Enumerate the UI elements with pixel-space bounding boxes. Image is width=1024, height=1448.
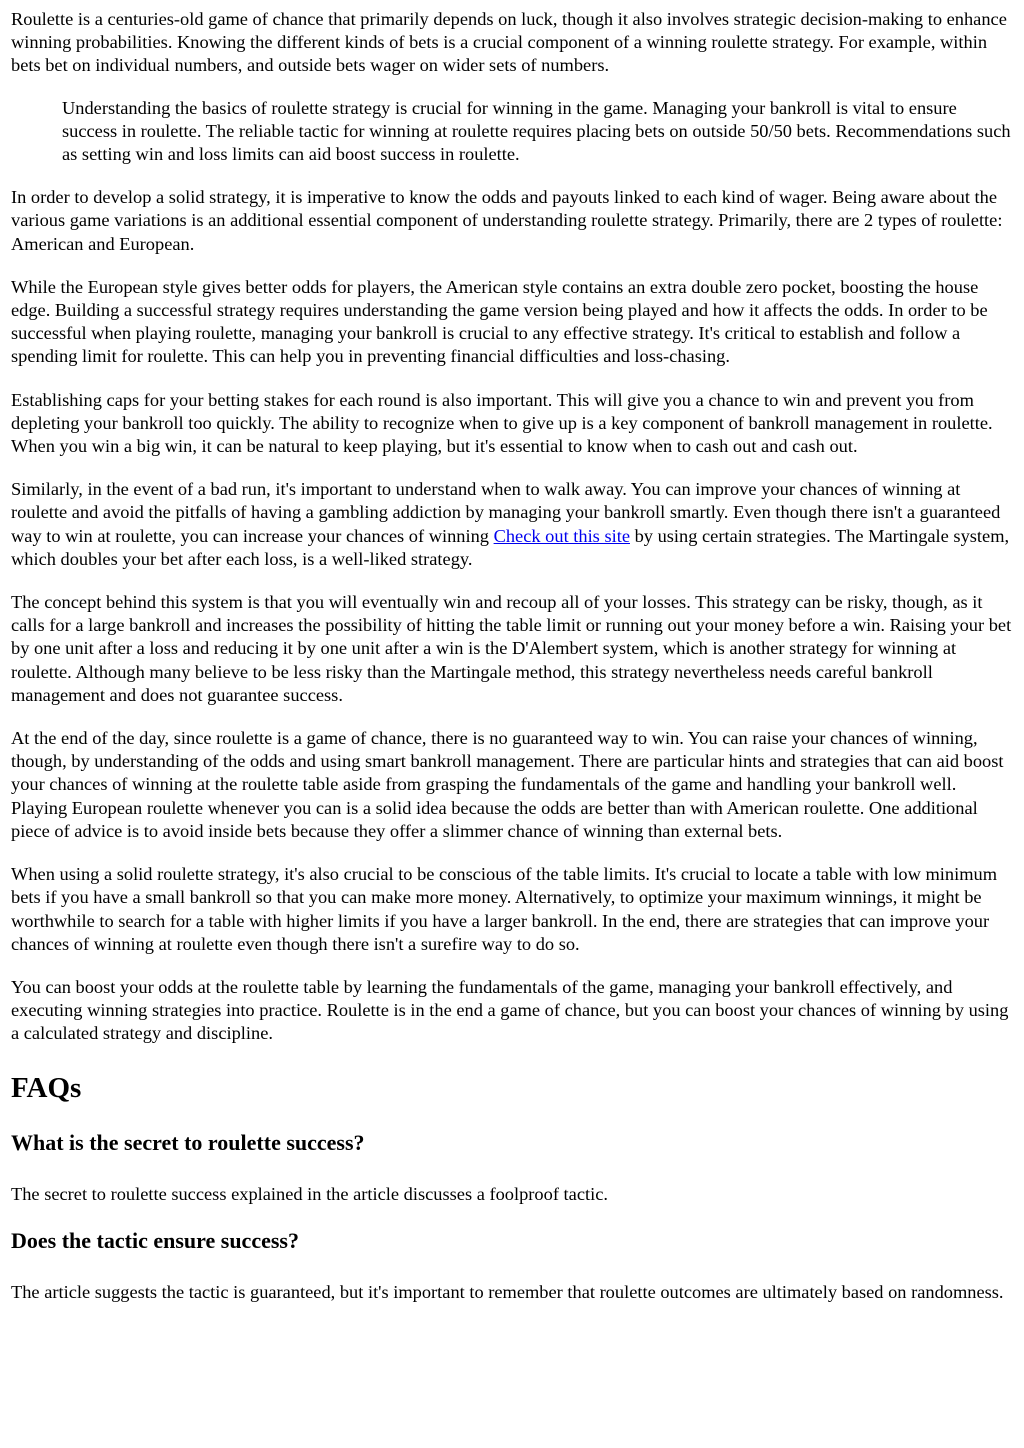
faq-answer-2: The article suggests the tactic is guaranteed, but it's important to remember that roulette outcomes are ultimately based on randomness. xyxy=(11,1281,1004,1302)
article-paragraph-table-limits: When using a solid roulette strategy, it's also crucial to be conscious of the table limits. It's crucial to locate a table with low minimum bets if you have a small bankroll so that you can make more money. Alternatively, to optimize your maximum winnings, it might be worthwhile to search for a table with higher limits if you have a larger bankroll. In the end, there are strategies that can improve your chances of winning at roulette even though there isn't a surefire way to do so. xyxy=(11,864,998,954)
article-paragraph-conclusion: You can boost your odds at the roulette table by learning the fundamentals of the game, managing your bankroll effectively, and executing winning strategies into practice. Roulette is in the end a game of chance, but you can boost your chances of winning by using a calculated strategy and discipline. xyxy=(11,976,1009,1044)
faq-heading: FAQs xyxy=(11,1071,82,1104)
article-paragraph-types: In order to develop a solid strategy, it is imperative to know the odds and payouts linked to each kind of wager. Being aware about the various game variations is an additional essential component of understanding roulette strategy. Primarily, there are 2 types of roulette: American and European. xyxy=(11,187,1003,254)
check-out-site-link[interactable]: Check out this site xyxy=(493,525,630,546)
faq-answer-1: The secret to roulette success explained in the article discusses a foolproof tactic. xyxy=(11,1183,608,1204)
paragraph-text-after-link: by using certain strategies. The Martingale system, which doubles your bet after each loss, is a well-liked strategy. xyxy=(11,525,1010,569)
article-paragraph-chance: At the end of the day, since roulette is a game of chance, there is no guaranteed way to win. You can raise your chances of winning, though, by understanding of the odds and using smart bankroll management. There are particular hints and strategies that can aid boost your chances of winning at the roulette table aside from grasping the fundamentals of the game and handling your bankroll well. Playing European roulette whenever you can is a solid idea because the odds are better than with American roulette. One additional piece of advice is to avoid inside bets because they offer a slimmer chance of winning than external bets. xyxy=(11,728,1004,841)
faq-question-1: What is the secret to roulette success? xyxy=(11,1129,365,1155)
article-paragraph-martingale: The concept behind this system is that you will eventually win and recoup all of your losses. This strategy can be risky, though, as it calls for a large bankroll and increases the possibility of hitting the table limit or running out your money before a win. Raising your bet by one unit after a loss and reducing it by one unit after a win is the D'Alembert system, which is another strategy for winning at roulette. Although many believe to be less risky than the Martingale method, this strategy nevertheless needs careful bankroll management and does not guarantee success. xyxy=(11,592,1012,705)
article-paragraph-bad-run xyxy=(11,478,1013,571)
article-paragraph-intro: Roulette is a centuries-old game of chance that primarily depends on luck, though it also involves strategic decision-making to enhance winning probabilities. Knowing the different kinds of bets is a crucial component of a winning roulette strategy. For example, within bets bet on individual numbers, and outside bets wager on wider sets of numbers. xyxy=(11,9,1007,76)
article-blockquote: Understanding the basics of roulette strategy is crucial for winning in the game. Managing your bankroll is vital to ensure success in roulette. The reliable tactic for winning at roulette requires placing bets on outside 50/50 bets. Recommendations such as setting win and loss limits can aid boost success in roulette. xyxy=(62,97,1011,165)
article-paragraph-european-american: While the European style gives better odds for players, the American style contains an extra double zero pocket, boosting the house edge. Building a successful strategy requires understanding the game version being played and how it affects the odds. In order to be successful when playing roulette, managing your bankroll is crucial to any effective strategy. It's critical to establish and follow a spending limit for roulette. This can help you in preventing financial difficulties and loss-chasing. xyxy=(11,276,988,367)
paragraph-text-before-link: Similarly, in the event of a bad run, it's important to understand when to walk away. You can improve your chances of winning at roulette and avoid the pitfalls of having a gambling addiction by managing your bankroll smartly. Even though there isn't a guaranteed way to win at roulette, you can increase your chances of winning xyxy=(11,479,1001,546)
article-paragraph-betting-caps: Establishing caps for your betting stakes for each round is also important. This will give you a chance to win and prevent you from depleting your bankroll too quickly. The ability to recognize when to give up is a key component of bankroll management in roulette. When you win a big win, it can be natural to keep playing, but it's essential to know when to cash out and cash out. xyxy=(11,389,993,457)
faq-question-2: Does the tactic ensure success? xyxy=(11,1227,299,1253)
